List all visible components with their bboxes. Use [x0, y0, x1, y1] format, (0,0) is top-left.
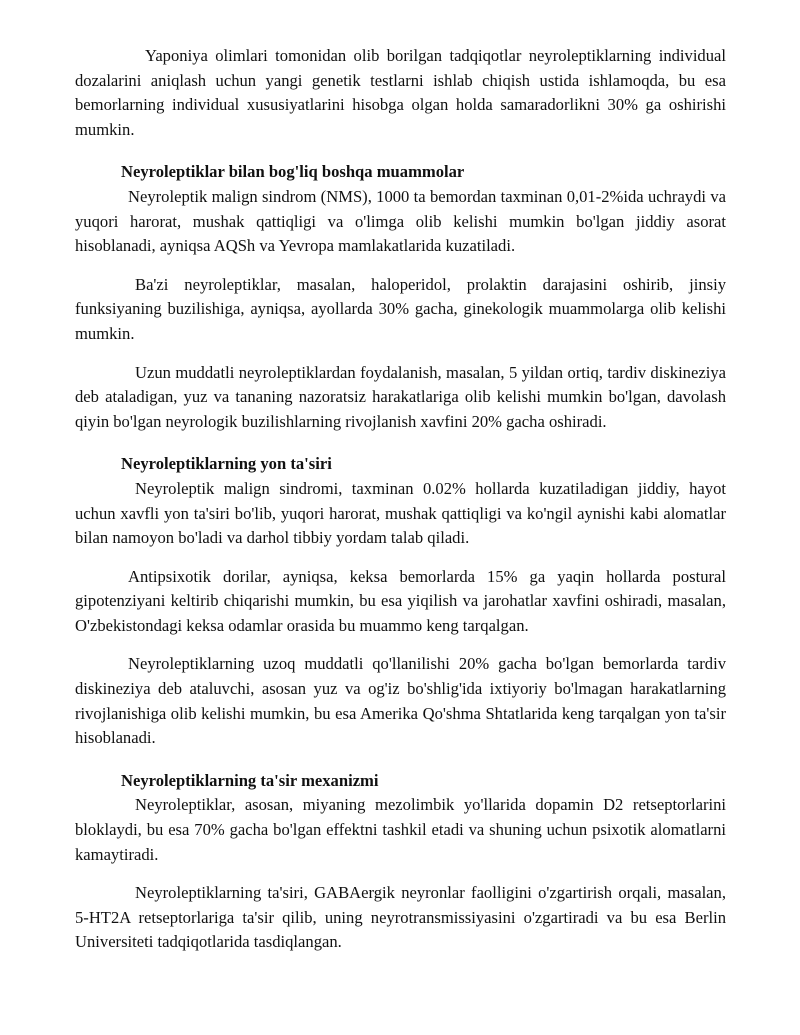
- paragraph-tardive-dyskinesia: Neyroleptiklarning uzoq muddatli qo'llanilishi 20% gacha bo'lgan bemorlarda tardiv diskineziya deb ataluvchi, asosan yuz va og'iz bo'shlig'ida ixtiyoriy bo'lmagan harakatlarning rivojlanishiga olib kelishi mumkin, bu esa Amerika Qo'shma Shtatlarida keng tarqalgan yon ta'sir hisoblanadi.: [75, 654, 726, 748]
- paragraph-nms: Neyroleptik malign sindrom (NMS), 1000 ta bemordan taxminan 0,01-2%ida uchraydi va yuqori harorat, mushak qattiqligi va o'limga olib kelishi mumkin bo'lgan jiddiy asorat hisoblanadi, ayniqsa AQSh va Yevropa mamlakatlarida kuzatiladi.: [75, 186, 726, 256]
- paragraph-hypotension: Antipsixotik dorilar, ayniqsa, keksa bemorlarda 15% ga yaqin hollarda postural gipotenziyani keltirib chiqarishi mumkin, bu esa yiqilish va jarohatlar xavfini oshiradi, masalan, O'zbekistondagi keksa odamlar orasida bu muammo keng tarqalgan.: [75, 566, 726, 635]
- paragraph-malignant-syndrome: Neyroleptik malign sindromi, taxminan 0.02% hollarda kuzatiladigan jiddiy, hayot uchun xavfli yon ta'siri bo'lib, yuqori harorat, mushak qattiqligi va ko'ngil aynishi kabi alomatlar bilan namoyon bo'ladi va darhol tibbiy yordam talab qiladi.: [75, 478, 726, 548]
- paragraph-d2-receptors: Neyroleptiklar, asosan, miyaning mezolimbik yo'llarida dopamin D2 retseptorlarini bloklaydi, bu esa 70% gacha bo'lgan effektni tashkil etadi va shuning uchun psixotik alomatlarni kamaytiradi.: [75, 795, 726, 864]
- paragraph-genetic-tests: Yaponiya olimlari tomonidan olib borilgan tadqiqotlar neyroleptiklarning individual dozalarini aniqlash uchun yangi genetik testlarni ishlab chiqish ustida ishlamoqda, bu esa bemorlarning individual xususiyatlarini hisobga olgan holda samaradorlikni 30% ga oshirishi mumkin.: [75, 46, 726, 139]
- section-heading-other-problems: Neyroleptiklar bilan bog'liq boshqa muammolar: [121, 162, 465, 182]
- section-heading-mechanism: Neyroleptiklarning ta'sir mexanizmi: [121, 770, 379, 790]
- section-heading-side-effects: Neyroleptiklarning yon ta'siri: [121, 454, 332, 474]
- paragraph-prolactin: Ba'zi neyroleptiklar, masalan, haloperidol, prolaktin darajasini oshirib, jinsiy funksiyaning buzilishiga, ayniqsa, ayollarda 30% gacha, ginekologik muammolarga olib kelishi mumkin.: [75, 274, 726, 343]
- paragraph-gaba: Neyroleptiklarning ta'siri, GABAergik neyronlar faolligini o'zgartirish orqali, masalan, 5-HT2A retseptorlariga ta'sir qilib, uning neyrotransmissiyasini o'zgartiradi va bu esa Berlin Universiteti tadqiqotlarida tasdiqlangan.: [75, 883, 726, 952]
- paragraph-tardive-risk: Uzun muddatli neyroleptiklardan foydalanish, masalan, 5 yildan ortiq, tardiv diskineziya deb ataladigan, yuz va tananing nazoratsiz harakatlariga olib kelishi mumkin bo'lgan, davolash qiyin bo'lgan neyrologik buzilishlarning rivojlanish xavfini 20% gacha oshiradi.: [75, 362, 726, 431]
